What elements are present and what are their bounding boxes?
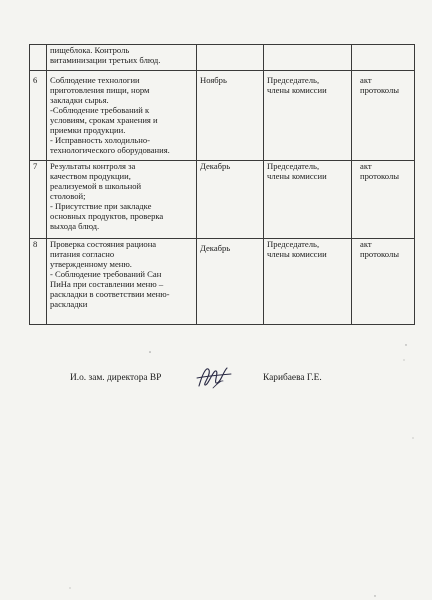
control-plan-table <box>29 44 415 325</box>
activity-line: витаминизации третьих блюд. <box>50 54 161 65</box>
responsible-cell <box>264 45 352 71</box>
document-line: акт <box>360 239 372 249</box>
table-row <box>30 161 415 239</box>
activity-line: технологического оборудования. <box>50 144 170 155</box>
activity-line: основных продуктов, проверка <box>50 210 164 221</box>
document-line: протоколы <box>360 84 400 95</box>
signature-block <box>70 368 390 398</box>
responsible-cell <box>264 239 352 325</box>
responsible-cell <box>264 161 352 239</box>
document-line: протоколы <box>360 170 400 181</box>
activity-cell <box>47 161 197 239</box>
document-cell <box>352 239 415 325</box>
activity-line: закладки сырья. <box>50 94 109 105</box>
activity-line: - Соблюдение требований Сан <box>50 268 162 279</box>
activity-cell <box>47 239 197 325</box>
document-line: акт <box>360 161 372 171</box>
activity-line: реализуемой в школьной <box>50 180 142 191</box>
responsible-line: Председатель, <box>267 161 320 171</box>
date-cell: Декабрь <box>197 161 264 239</box>
responsible-line: члены комиссии <box>267 84 327 95</box>
activity-line: Соблюдение технологии <box>50 75 140 85</box>
table-row <box>30 239 415 325</box>
activity-line: раскладки <box>50 298 88 309</box>
activity-line: качеством продукции, <box>50 170 131 181</box>
responsible-line: Председатель, <box>267 75 320 85</box>
table-row <box>30 71 415 161</box>
responsible-cell <box>264 71 352 161</box>
table-row <box>30 45 415 71</box>
activity-line: утвержденному меню. <box>50 258 132 269</box>
activity-line: столовой; <box>50 190 86 201</box>
row-number: 7 <box>30 161 47 239</box>
row-number <box>30 45 47 71</box>
responsible-line: члены комиссии <box>267 248 327 259</box>
activity-line: ПиНа при составлении меню – <box>50 278 164 289</box>
activity-line: питания согласно <box>50 248 115 259</box>
activity-line: пищеблока. Контроль <box>50 45 130 55</box>
activity-line: - Присутствие при закладке <box>50 200 152 211</box>
row-number: 8 <box>30 239 47 325</box>
activity-line: приемки продукции. <box>50 124 126 135</box>
activity-line: - Исправность холодильно- <box>50 134 150 145</box>
responsible-line: члены комиссии <box>267 170 327 181</box>
date-cell: Декабрь <box>197 239 264 325</box>
activity-line: раскладки в соответствии меню- <box>50 288 170 299</box>
activity-line: Проверка состояния рациона <box>50 239 157 249</box>
activity-line: -Соблюдение требований к <box>50 104 150 115</box>
document-line: протоколы <box>360 248 400 259</box>
activity-line: выхода блюд. <box>50 220 100 231</box>
row-number: 6 <box>30 71 47 161</box>
activity-cell <box>47 45 197 71</box>
date-cell: Ноябрь <box>197 71 264 161</box>
activity-cell <box>47 71 197 161</box>
signatory-role: И.о. зам. директора ВР <box>70 373 162 383</box>
handwritten-signature <box>193 362 233 392</box>
activity-line: приготовления пищи, норм <box>50 84 150 95</box>
document-cell <box>352 71 415 161</box>
signatory-name: Карибаева Г.Е. <box>263 373 322 383</box>
document-line: акт <box>360 75 372 85</box>
date-cell <box>197 45 264 71</box>
responsible-line: Председатель, <box>267 239 320 249</box>
document-cell <box>352 45 415 71</box>
activity-line: условиям, срокам хранения и <box>50 114 158 125</box>
activity-line: Результаты контроля за <box>50 161 136 171</box>
document-cell <box>352 161 415 239</box>
